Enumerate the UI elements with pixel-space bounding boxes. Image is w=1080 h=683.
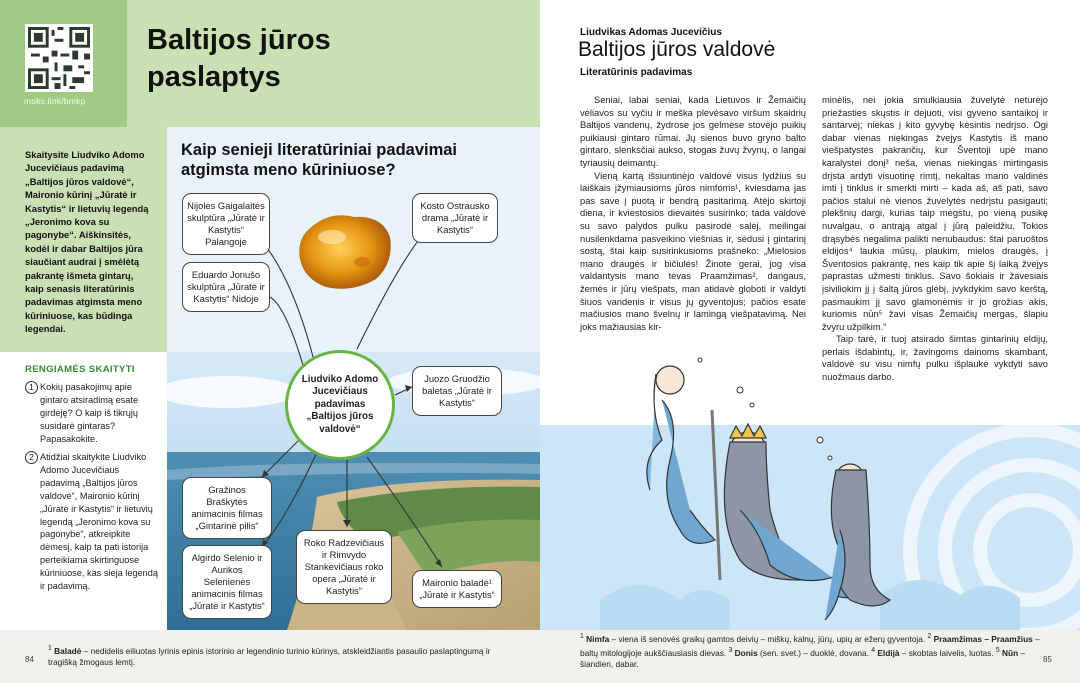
story-column-2 xyxy=(822,94,1048,384)
diagram-box-maironis: Maironio baladė¹ „Jūratė ir Kastytis“ xyxy=(412,570,502,608)
diagram-title: Kaip senieji literatūriniai padavimai atgimsta meno kūriniuose? xyxy=(181,141,458,179)
diagram-center-text: Liudviko Adomo Jucevičiaus padavimas „Baltijos jūros valdovė“ xyxy=(301,373,379,435)
task-item-2 xyxy=(25,451,160,593)
diagram-box-gaigalaite: Nijolės Gaigalaitės skulptūra „Jūratė ir Kastytis“ Palangoje xyxy=(182,193,270,255)
story-paragraph: minėlis, nei jokia smulkiausia žuvelytė neturėjo priežasties skųstis ir dejuoti, visi gyveno santaikoj ir santarvėj; niekas į kito gyvybę kėsintis nedrįso. Ogi dabar vienas niekingas žvejys Kastytis iš mano viešpatystės pakrančių, kur Šventoji upė mano karalystei donį³ neša, vienas niekingas mirtingasis drįsta ardyti visuotinę rimtį, nekaltas mano valdinės imti į tinklus ir smerkti mirti – kada aš, aš pati, savo pačios stalui nė vienos žuvelytės nedrįstu pasigauti; plekšnių dargi, kurias taip mėgstu, po vieną pusikę nuvalgau, o antrąją atgal į jūrą paleidžiu. Tokios drąsybės negalima palikti nenubaudus: štai paruoštos eldijos⁴ laukia mūsų, plaukim, mielos draugės, į Šventosios pakrantę, nes kaip tik apie šį laiką žvejys paprastas užmesti tinklus. Savo šokiais ir žavesiais įsiviliokim jį į šaltą jūros glėbį, įvykdykim savo kerštą, pasmaukim jį savo glamonėmis ir jo grožias akis, kuriomis nūn⁵ žavi visas Žemaičių mergas, šlapiu žvyru užpilkim.“ xyxy=(822,95,1048,332)
footnote-sup: 4 xyxy=(871,647,876,655)
story-author: Liudvikas Adomas Jucevičius xyxy=(580,27,722,38)
footnote-term: Nūn xyxy=(1002,647,1019,658)
story-column-1 xyxy=(580,94,806,333)
mermaids-illustration xyxy=(540,350,1080,630)
footnote-sup: 5 xyxy=(995,647,1000,655)
footnote-sup: 2 xyxy=(927,633,932,640)
diagram-box-gruodis: Juozo Gruodžio baletas „Jūratė ir Kastytis“ xyxy=(412,366,502,416)
chapter-title-line1: Baltijos jūros xyxy=(147,24,331,56)
footnote-term: Donis xyxy=(734,647,758,658)
intro-text: Skaitysite Liudviko Adomo Jucevičiaus padavimą „Baltijos jūros valdovė“, Maironio kūrinį „Jūratė ir Kastytis“ ir lietuvių legendą „Jeronimo kova su pagonybe“. Aiškinsitės, kodėl ir dabar Baltijos jūra siaučiant audrai į smėlėtą pakrantę išmeta gintarų, kaip senasis literatūrinis padavimas atgimsta meno kūriniuose, kas būdinga legendai. xyxy=(25,149,149,335)
footnote-sup: 1 xyxy=(580,633,584,640)
story-title: Baltijos jūros valdovė xyxy=(578,38,776,61)
footnote-text: – nedidelis eiliuotas lyrinis epinis istorinio ar legendinio turinio kūrinys, atskleidžiantis pasaulio paslaptingumą ir tragišką žmogaus lemtį. xyxy=(48,645,491,668)
diagram-box-jonusas: Eduardo Jonušo skulptūra „Jūratė ir Kastytis“ Nidoje xyxy=(182,262,270,312)
footnote-text: – šiandien, dabar. xyxy=(580,647,1026,670)
diagram-box-radzevicius: Roko Radzevičiaus ir Rimvydo Stankevičiaus roko opera „Jūratė ir Kastytis“ xyxy=(296,530,392,604)
footnote-left xyxy=(48,643,518,669)
footnotes-right xyxy=(580,631,1058,671)
task-number: 1 xyxy=(25,381,38,394)
task-number: 2 xyxy=(25,451,38,464)
chapter-title xyxy=(147,22,331,96)
story-paragraph: Taip tarė, ir tuoj atsirado šimtas gintarinių eldijų, perlais išdabintų, ir, žavingoms dainoms skambant, valdovė su visu nimfų pulku išplaukė vykdyti savo nuožmaus darbo. xyxy=(822,334,1048,383)
footnote-text: (sen. svet.) – duoklė, dovana. xyxy=(757,647,869,658)
diagram-box-ostrauskas: Kosto Ostrausko drama „Jūratė ir Kastytis“ xyxy=(412,193,498,243)
story-paragraph: Seniai, labai seniai, kada Lietuvos ir Žemaičių vėliavos su vyčiu ir meška plevėsavo viršum skaidrių Baltijos vandenų, žydrose jos gelmėse stovėjo puikių puikiausi gintaro rūmai. Jų sienos buvo gryno balto gintaro, slenksčiai aukso, stogas žuvų žvynų, o langai tyriausių deimantų. xyxy=(580,95,806,168)
footnote-term: Praamžimas – Praamžius xyxy=(933,633,1033,644)
task-item-1 xyxy=(25,381,160,446)
chapter-title-line2: paslaptys xyxy=(147,61,281,93)
story-subtitle: Literatūrinis padavimas xyxy=(580,67,693,78)
footnote-text: – baltų mitologijoje aukščiausiasis dievas. xyxy=(580,633,1040,658)
diagram-center-bubble xyxy=(285,350,395,460)
footnote-term: Nimfa xyxy=(586,633,610,644)
footnote-text: – viena iš senovės graikų gamtos deivių – miškų, kalnų, jūrų, upių ar ežerų gyventoja. xyxy=(609,633,926,644)
diagram-box-braskyte: Gražinos Braškytės animacinis filmas „Gintarinė pilis“ xyxy=(182,477,272,539)
task-text: Atidžiai skaitykite Liudviko Adomo Jucevičiaus padavimą „Baltijos jūros valdovė“, Maironio kūrinį „Jūratė ir Kastytis“ ir lietuvių legendą „Jeronimo kova su pagonybe“, atkreipkite dėmesį, kaip ta pati istorija perteikiama skirtinguose kūriniuose, kas sieja legendą ir padavimą. xyxy=(40,452,158,592)
page-number-left: 84 xyxy=(25,655,34,664)
footnote-sup: 1 xyxy=(48,645,52,652)
footnote-term: Baladė xyxy=(54,645,82,656)
amber-stone-image xyxy=(292,207,396,295)
qr-url[interactable]: moks.link/bmkp xyxy=(24,96,86,106)
task-text: Kokių pasakojimų apie gintaro atsiradimą esate girdėję? O kaip iš tikrųjų susidarė gintaras? Papasakokite. xyxy=(40,382,139,444)
page-number-right: 85 xyxy=(1043,655,1052,664)
qr-code[interactable] xyxy=(25,24,93,92)
story-paragraph: Vieną kartą išsiuntinėjo valdovė visus lydžius su laiškais įžymiausioms jūros nimfoms¹, kviesdama jas pas save į puotą ir bendrą pasitarimą. Atėjo skirtoji diena, ir kviestosios dievaitės susirinko; tada valdovė su savo palydos pulku pasirodė salėj, meilingai nusilenkdama pasveikino viešnias ir, sėdusi į gintarinį sostą, štai kaip susirinkusioms prašneko: „Mielosios mano draugės ir bičiulės! Žinote gerai, jog visa valdantysis mano tėvas Praamžimas², dangaus, žemės ir jūrų viešpats, man atidavė globoti ir valdyti šiuos vandenis ir visus jų gyventojus; pačios esate mačiusios mano švelnų ir lamingą viešpatavimą. Nei joks mažiausias kir- xyxy=(580,170,806,332)
footnote-term: Eldijà xyxy=(877,647,900,658)
prep-heading: RENGIAMĖS SKAITYTI xyxy=(25,364,135,375)
diagram-box-selenis: Algirdo Selenio ir Aurikos Selenienės animacinis filmas „Jūratė ir Kastytis“ xyxy=(182,545,272,619)
footnote-text: – skobtas laivelis, luotas. xyxy=(899,647,994,658)
qr-code-pattern xyxy=(28,27,90,89)
footnote-sup: 3 xyxy=(728,647,733,655)
